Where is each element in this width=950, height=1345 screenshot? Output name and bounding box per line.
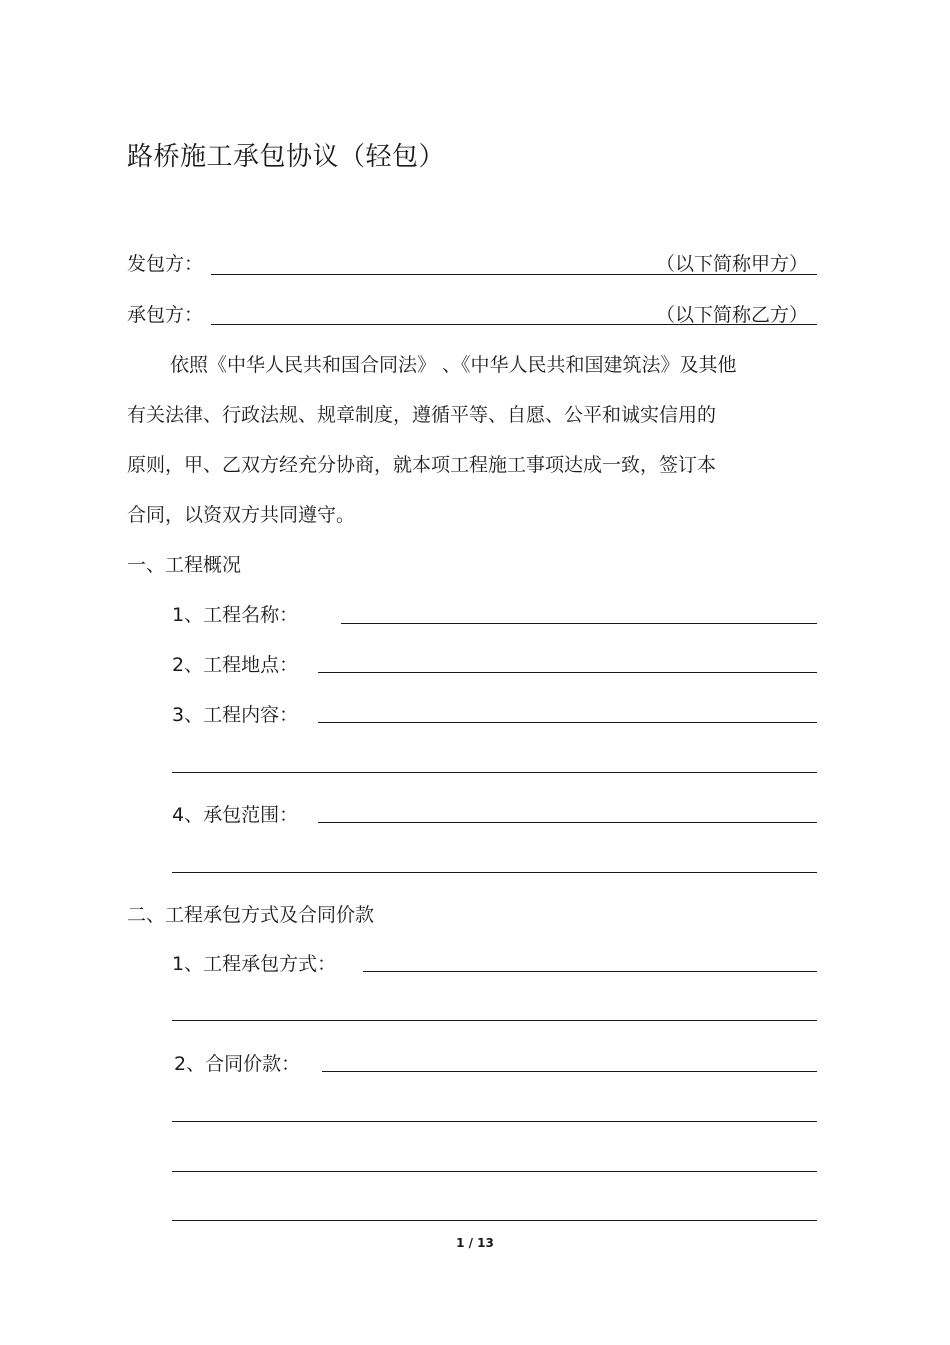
- contract-method-blank-line: [363, 971, 817, 972]
- intro-line-1: 依照《中华人民共和国合同法》 、《中华人民共和国建筑法》及其他: [170, 354, 737, 376]
- contract-method-blank-line-2: [172, 1020, 817, 1021]
- party-a-label: 发包方：: [127, 253, 204, 275]
- party-a-note: （以下简称甲方）: [656, 253, 809, 275]
- intro-line-2: 有关法律、行政法规、规章制度，遵循平等、自愿、公平和诚实信用的: [127, 404, 717, 426]
- intro-line-3: 原则，甲、乙双方经充分协商，就本项工程施工事项达成一致，签订本: [127, 454, 717, 476]
- party-b-label: 承包方：: [127, 304, 204, 326]
- contract-scope-blank-line: [318, 822, 817, 823]
- project-location-blank-line: [318, 672, 817, 673]
- contract-scope-label: 4、承包范围：: [172, 804, 299, 826]
- contract-price-blank-line-2: [172, 1121, 817, 1122]
- page-number: 1 / 13: [456, 1236, 494, 1250]
- contract-price-blank-line-3: [172, 1171, 817, 1172]
- document-title: 路桥施工承包协议（轻包）: [127, 142, 446, 172]
- contract-price-label: 2、合同价款：: [174, 1053, 301, 1075]
- project-location-label: 2、工程地点：: [172, 654, 299, 676]
- contract-price-blank-line-4: [172, 1220, 817, 1221]
- project-content-blank-line-2: [172, 772, 817, 773]
- project-name-blank-line: [341, 623, 817, 624]
- section-1-heading: 一、工程概况: [127, 554, 242, 576]
- contract-price-blank-line: [322, 1071, 817, 1072]
- party-b-note: （以下简称乙方）: [656, 304, 809, 326]
- contract-scope-blank-line-2: [172, 872, 817, 873]
- intro-line-4: 合同，以资双方共同遵守。: [127, 504, 356, 526]
- contract-method-label: 1、工程承包方式：: [172, 953, 337, 975]
- project-name-label: 1、工程名称：: [172, 604, 299, 626]
- project-content-blank-line: [318, 722, 817, 723]
- project-content-label: 3、工程内容：: [172, 704, 299, 726]
- section-2-heading: 二、工程承包方式及合同价款: [127, 904, 375, 926]
